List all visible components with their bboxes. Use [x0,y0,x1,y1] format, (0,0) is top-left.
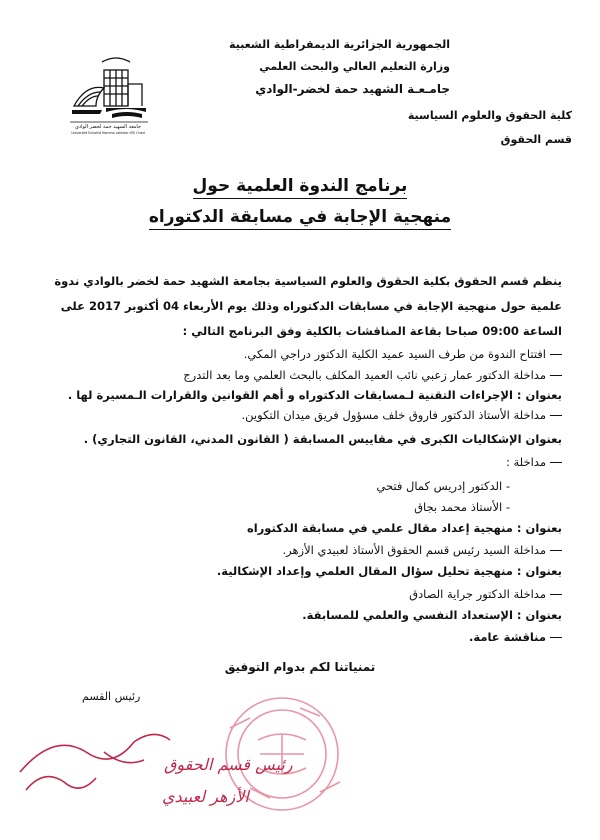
program-item-discussion: مناقشة عامة. [469,630,562,644]
stamp-title: رئيس قسم الحقوق [164,755,293,774]
program-talk3-title: بعنوان : منهجية إعداد مقال علمي في مسابقة الدكتوراه [246,521,562,535]
intro-line-2: علمية حول منهجية الإجابة في مسابقات الدكتوراه وذلك يوم الأربعاء 04 أكتوبر 2017 على [60,299,562,313]
logo-caption-en: Université Echahid Hamma Lakhdar d'El Oued [71,131,145,135]
university-name: جامـعـة الشهيد حمة لخضر-الوادي [255,82,450,96]
dash-icon [550,550,562,551]
program-item-talk5: مداخلة الدكتور جراية الصادق [409,587,562,601]
program-item-talk2: مداخلة الأستاذ الدكتور فاروق خلف مسؤول فريق ميدان التكوين. [241,408,562,422]
title-line-2: منهجية الإجابة في مسابقة الدكتوراه [0,207,600,230]
dash-icon [550,375,562,376]
faculty-name: كلية الحقوق والعلوم السياسية [407,109,572,122]
closing-wish: تمنياتنا لكم بدوام التوفيق [224,660,376,674]
program-talk1-title: بعنوان : الإجراءات التقنية لـمسابقات الدكتوراه و أهم القوانين والقرارات الـمسيرة لها . [67,388,562,402]
department-name: قسم الحقوق [500,133,572,146]
intro-line-3: الساعة 09:00 صباحا بقاعة المناقشات بالكلية وفق البرنامج التالي : [182,324,562,338]
dash-icon [550,594,562,595]
program-talk5-title: بعنوان : الإستعداد النفسي والعلمي للمسابقة. [302,608,562,622]
logo-caption: جامعة الشهيد حمة لخضر الوادي [74,124,142,130]
program-talk3-speaker-2: - الأستاذ محمد بجاق [414,500,510,514]
program-item-talk3: مداخلة : [506,455,562,469]
program-item-talk1: مداخلة الدكتور عمار زعبي نائب العميد المكلف بالبحث العلمي وما بعد التدرج [183,368,562,382]
university-logo [66,44,150,136]
dash-icon [550,637,562,638]
dash-icon [550,462,562,463]
republic-name: الجمهورية الجزائرية الديمقراطية الشعبية [229,38,450,51]
signature-stamp [14,712,293,822]
dash-icon [550,415,562,416]
program-item-talk4: مداخلة السيد رئيس قسم الحقوق الأستاذ لعبيدي الأزهر. [282,543,562,557]
title-line-1: برنامج الندوة العلمية حول [0,176,600,199]
intro-line-1: ينظم قسم الحقوق بكلية الحقوق والعلوم السياسية بجامعة الشهيد حمة لخضر بالوادي ندوة [54,274,562,288]
stamp-name: الأزهر لعبيدي [162,787,249,806]
department-head-label: رئيس القسم [82,690,141,703]
program-item-opening: افتتاح الندوة من طرف السيد عميد الكلية الدكتور دراجي المكي. [244,347,562,361]
ministry-name: وزارة التعليم العالي والبحث العلمي [259,60,450,73]
program-talk4-title: بعنوان : منهجية تحليل سؤال المقال العلمي وإعداد الإشكالية. [216,564,562,578]
dash-icon [550,354,562,355]
program-talk3-speaker-1: - الدكتور إدريس كمال فتحي [376,479,510,493]
program-talk2-title: بعنوان الإشكاليات الكبرى في مقاييس المسابقة ( القانون المدني، القانون التجاري) . [83,432,562,446]
